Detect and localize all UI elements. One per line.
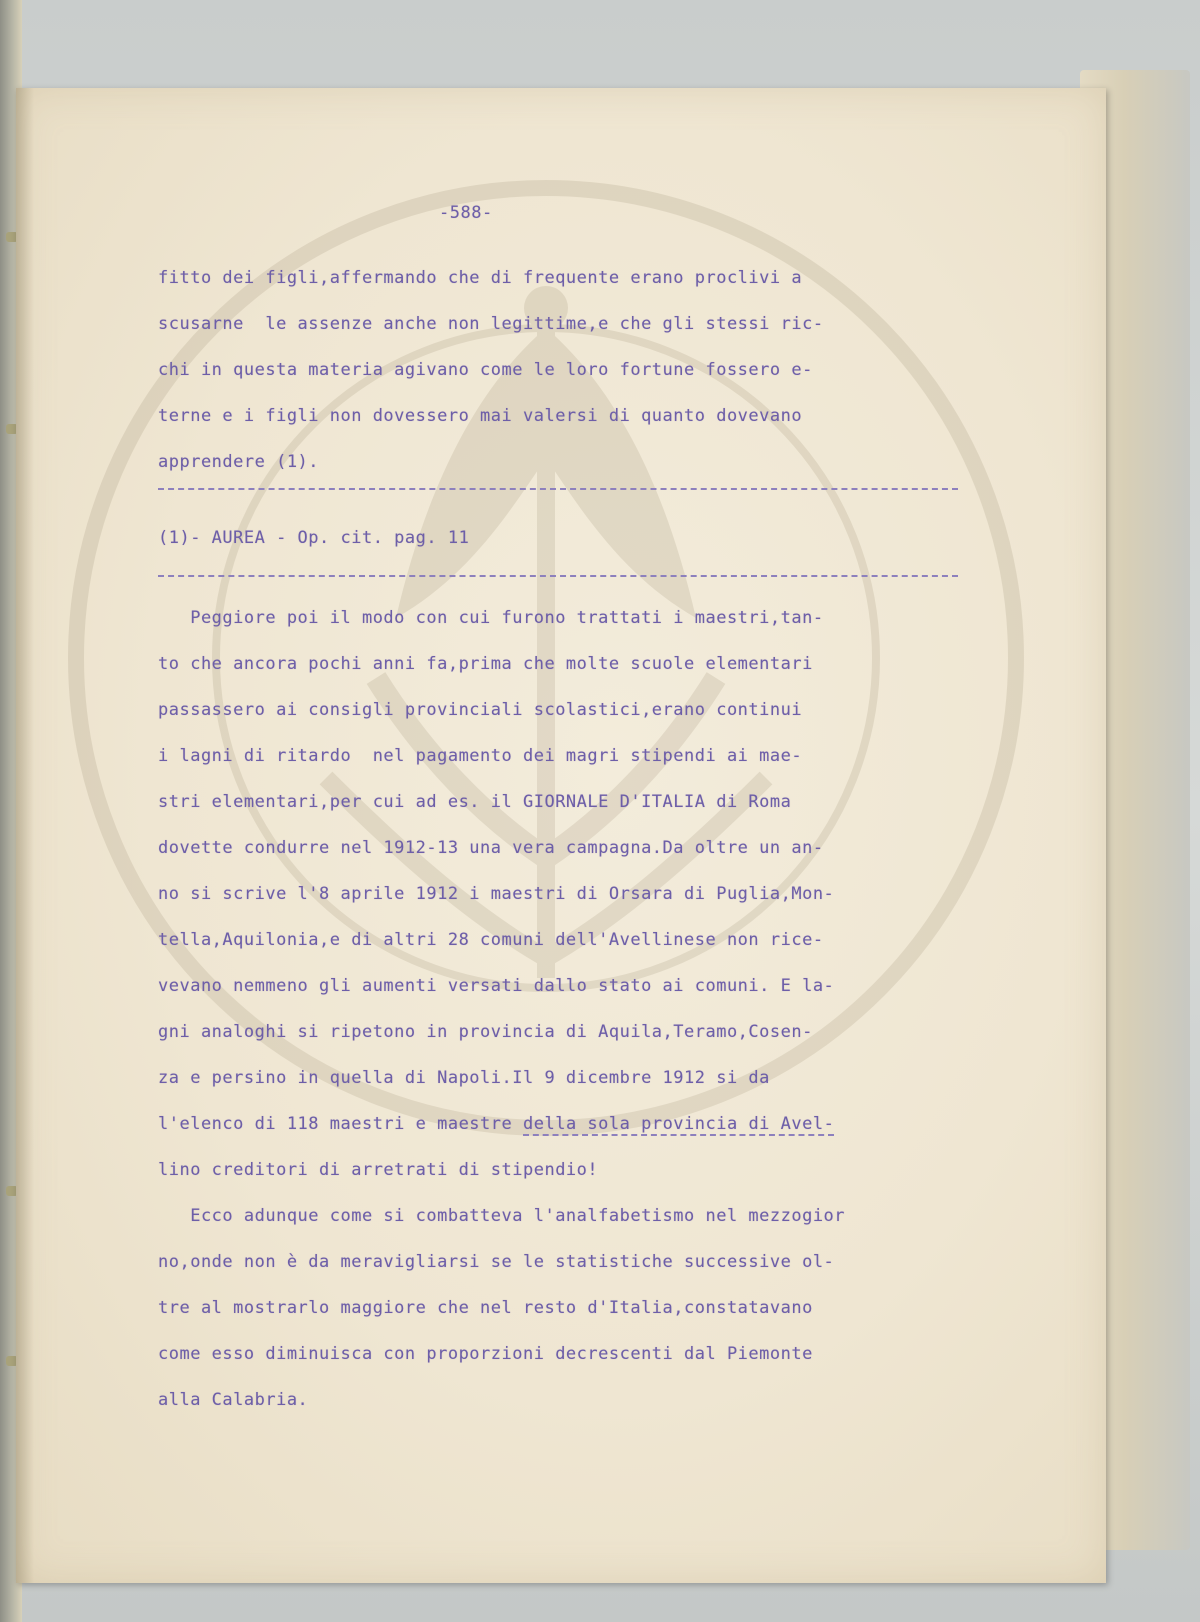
text-line: scusarne le assenze anche non legittime,e che gli stessi ric- — [158, 314, 824, 334]
text-line: fitto dei figli,affermando che di frequente erano proclivi a — [158, 268, 803, 288]
text-line: apprendere (1). — [158, 452, 320, 472]
text-line: gni analoghi si ripetono in provincia di Aquila,Teramo,Cosen- — [158, 1022, 813, 1042]
footnote-separator-bottom — [158, 575, 958, 577]
typewritten-page — [16, 88, 1106, 1583]
text-line: vevano nemmeno gli aumenti versati dallo stato ai comuni. E la- — [158, 976, 835, 996]
text-line: i lagni di ritardo nel pagamento dei magri stipendi ai mae- — [158, 746, 803, 766]
text-line: Peggiore poi il modo con cui furono trattati i maestri,tan- — [158, 608, 824, 628]
page-gutter-shadow — [16, 88, 34, 1583]
text-line: to che ancora pochi anni fa,prima che molte scuole elementari — [158, 654, 813, 674]
text-line: Ecco adunque come si combatteva l'analfabetismo nel mezzogior — [158, 1206, 846, 1226]
text-line — [158, 1114, 834, 1134]
page-number: -588- — [439, 203, 493, 223]
text-line: no,onde non è da meravigliarsi se le statistiche successive ol- — [158, 1252, 835, 1272]
text-line: tre al mostrarlo maggiore che nel resto d'Italia,constatavano — [158, 1298, 813, 1318]
underlined-phrase: della sola provincia di Avel- — [523, 1114, 835, 1134]
footnote-separator-top — [158, 488, 958, 490]
text-line: come esso diminuisca con proporzioni decrescenti dal Piemonte — [158, 1344, 813, 1364]
text-line: alla Calabria. — [158, 1390, 309, 1410]
text-line: chi in questa materia agivano come le loro fortune fossero e- — [158, 360, 813, 380]
text-line: lino creditori di arretrati di stipendio! — [158, 1160, 599, 1180]
text-line-start: l'elenco di 118 maestri e maestre — [158, 1114, 513, 1134]
text-line: tella,Aquilonia,e di altri 28 comuni dell'Avellinese non rice- — [158, 930, 824, 950]
text-line: no si scrive l'8 aprile 1912 i maestri di Orsara di Puglia,Mon- — [158, 884, 835, 904]
text-line: dovette condurre nel 1912-13 una vera campagna.Da oltre un an- — [158, 838, 824, 858]
text-line: terne e i figli non dovessero mai valersi di quanto dovevano — [158, 406, 803, 426]
text-line: stri elementari,per cui ad es. il GIORNALE D'ITALIA di Roma — [158, 792, 792, 812]
footnote: (1)- AUREA - Op. cit. pag. 11 — [158, 528, 470, 548]
text-line: za e persino in quella di Napoli.Il 9 dicembre 1912 si da — [158, 1068, 770, 1088]
text-line: passassero ai consigli provinciali scolastici,erano continui — [158, 700, 803, 720]
